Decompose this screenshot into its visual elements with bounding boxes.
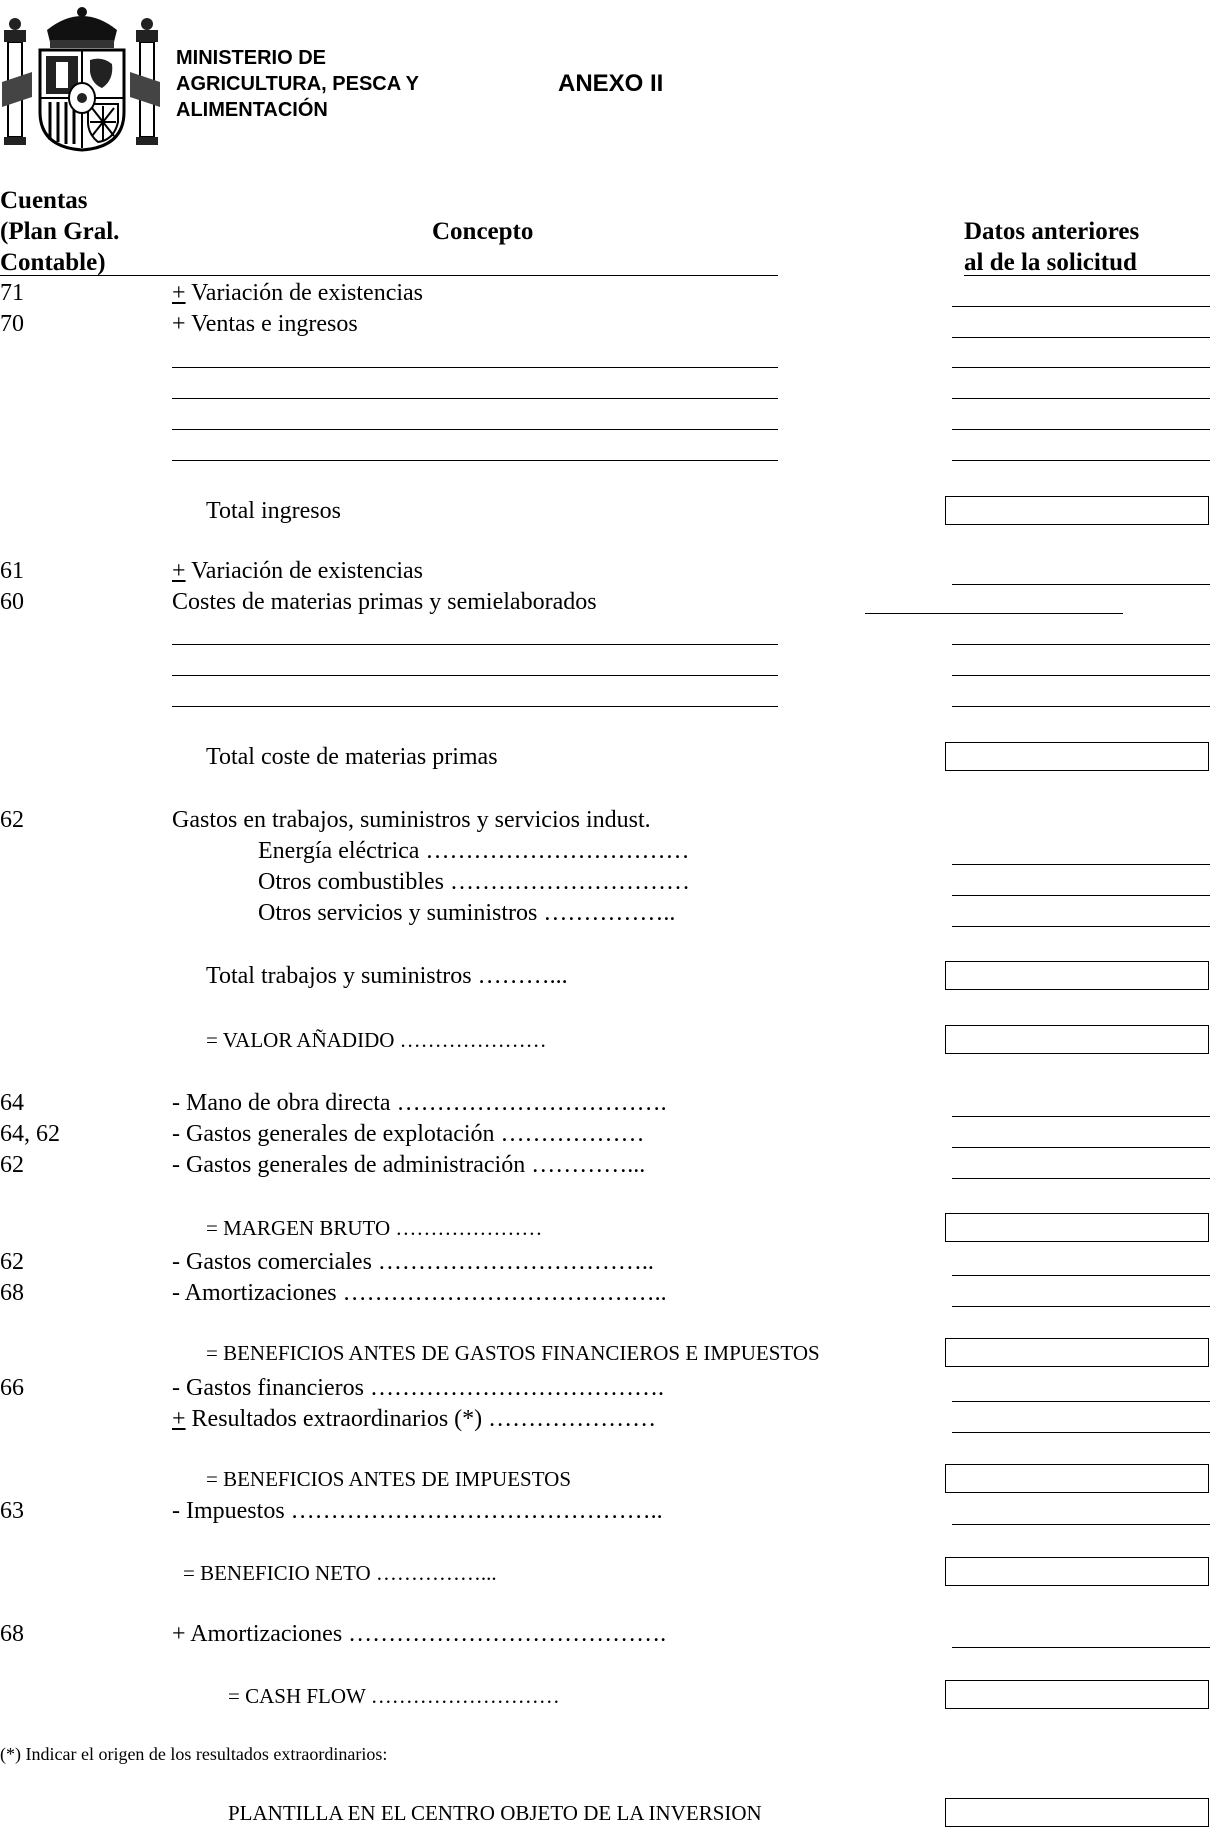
row-62-administracion [0, 1151, 1211, 1182]
row-63 [0, 1497, 1211, 1528]
row-combustibles [0, 868, 1211, 899]
account-code: 61 [0, 558, 24, 584]
answer-line[interactable] [952, 1306, 1210, 1307]
coat-of-arms-icon [2, 2, 162, 152]
concept-text: Resultados extraordinarios (*) ………………… [185, 1406, 657, 1432]
answer-line[interactable] [952, 864, 1210, 865]
blank-concept-line[interactable] [172, 367, 778, 368]
blank-answer-line[interactable] [952, 675, 1210, 676]
account-code: 63 [0, 1498, 24, 1524]
plus-minus-sign: + [172, 280, 186, 306]
footnote: (*) Indicar el origen de los resultados extraordinarios: [0, 1744, 388, 1764]
concept-label [172, 279, 423, 307]
margen-bruto-box[interactable] [945, 1213, 1209, 1242]
blank-answer-line[interactable] [952, 367, 1210, 368]
row-62-comerciales [0, 1248, 1211, 1279]
account-code: 60 [0, 589, 24, 615]
account-code: 71 [0, 280, 24, 306]
previous-header-line-1: Datos anteriores [964, 218, 1140, 245]
concept-text: Variación de existencias [185, 280, 424, 306]
ministry-line-1: MINISTERIO DE [176, 47, 327, 69]
account-code: 62 [0, 807, 24, 833]
concept-label: Otros servicios y suministros …………….. [258, 900, 676, 926]
concept-label: Otros combustibles ………………………… [258, 869, 690, 895]
beneficios-antes-impuestos-label: = BENEFICIOS ANTES DE IMPUESTOS [206, 1467, 571, 1491]
accounts-column-header [0, 185, 119, 278]
concept-label: - Mano de obra directa ……………………………. [172, 1090, 667, 1116]
blank-answer-line[interactable] [952, 644, 1210, 645]
total-ingresos-label: Total ingresos [206, 498, 341, 524]
concept-label [172, 1405, 656, 1433]
row-62-gastos-trabajos [0, 806, 1211, 837]
account-code: 64, 62 [0, 1121, 60, 1147]
row-otros-servicios [0, 899, 1211, 930]
concept-label: - Gastos comerciales …………………………….. [172, 1249, 654, 1275]
beneficio-neto-label: = BENEFICIO NETO ……………... [183, 1561, 497, 1585]
concept-label: Gastos en trabajos, suministros y servicios indust. [172, 807, 651, 833]
materias-primas-line[interactable] [865, 613, 1123, 614]
account-code: 70 [0, 311, 24, 337]
blank-concept-line[interactable] [172, 460, 778, 461]
concept-label: Energía eléctrica …………………………… [258, 838, 690, 864]
previous-header-line-2: al de la solicitud [964, 249, 1137, 276]
concept-label: - Amortizaciones ………………………………….. [172, 1280, 667, 1306]
ministry-name [176, 45, 419, 123]
answer-line[interactable] [952, 306, 1210, 307]
header-rule-right [964, 275, 1210, 276]
concept-column-header: Concepto [432, 218, 534, 245]
row-energia [0, 837, 1211, 868]
row-64-62 [0, 1120, 1211, 1151]
beneficios-antes-impuestos-box[interactable] [945, 1464, 1209, 1493]
annex-title: ANEXO II [558, 70, 664, 97]
ministry-line-3: ALIMENTACIÓN [176, 99, 328, 121]
row-68-amortizaciones-2 [0, 1620, 1211, 1651]
beneficios-antes-gastos-label: = BENEFICIOS ANTES DE GASTOS FINANCIEROS E IMPUESTOS [206, 1341, 820, 1365]
answer-line[interactable] [952, 337, 1210, 338]
row-68-amortizaciones [0, 1279, 1211, 1310]
blank-answer-line[interactable] [952, 429, 1210, 430]
blank-concept-line[interactable] [172, 706, 778, 707]
answer-line[interactable] [952, 1275, 1210, 1276]
concept-label: + Ventas e ingresos [172, 311, 358, 337]
previous-data-column-header [964, 216, 1139, 278]
account-code: 68 [0, 1280, 24, 1306]
header-rule-left [0, 275, 778, 276]
concept-text: Variación de existencias [185, 558, 424, 584]
total-ingresos-box[interactable] [945, 496, 1209, 525]
concept-label: - Gastos generales de explotación ……………… [172, 1121, 645, 1147]
accounts-header-line-1: Cuentas [0, 187, 88, 214]
concept-label: - Impuestos ……………………………………….. [172, 1498, 663, 1524]
plus-minus-sign: + [172, 1406, 186, 1432]
answer-line[interactable] [952, 1116, 1210, 1117]
accounts-header-line-2: (Plan Gral. [0, 218, 120, 245]
beneficios-antes-gastos-box[interactable] [945, 1338, 1209, 1367]
account-code: 68 [0, 1621, 24, 1647]
row-70 [0, 310, 1211, 341]
blank-concept-line[interactable] [172, 429, 778, 430]
total-coste-label: Total coste de materias primas [206, 744, 498, 770]
answer-line[interactable] [952, 1432, 1210, 1433]
cash-flow-label: = CASH FLOW ……………………… [228, 1684, 560, 1708]
account-code: 62 [0, 1152, 24, 1178]
answer-line[interactable] [952, 584, 1210, 585]
row-64 [0, 1089, 1211, 1120]
concept-label: - Gastos financieros ………………………………. [172, 1375, 664, 1401]
valor-anadido-box[interactable] [945, 1025, 1209, 1054]
concept-label: Costes de materias primas y semielaborados [172, 589, 597, 615]
total-coste-box[interactable] [945, 742, 1209, 771]
blank-concept-line[interactable] [172, 398, 778, 399]
blank-concept-line[interactable] [172, 675, 778, 676]
answer-line[interactable] [952, 1147, 1210, 1148]
answer-line[interactable] [952, 926, 1210, 927]
blank-answer-line[interactable] [952, 398, 1210, 399]
blank-answer-line[interactable] [952, 706, 1210, 707]
answer-line[interactable] [952, 1647, 1210, 1648]
row-extraordinarios [0, 1405, 1211, 1436]
plus-minus-sign: + [172, 558, 186, 584]
plantilla-box[interactable] [945, 1798, 1209, 1827]
row-66 [0, 1374, 1211, 1405]
valor-anadido-label: = VALOR AÑADIDO ………………… [206, 1028, 547, 1052]
account-code: 66 [0, 1375, 24, 1401]
concept-label [172, 557, 423, 585]
total-trabajos-label: Total trabajos y suministros ………... [206, 963, 568, 989]
account-code: 64 [0, 1090, 24, 1116]
answer-line[interactable] [952, 1401, 1210, 1402]
row-60 [0, 588, 1211, 619]
beneficio-neto-box[interactable] [945, 1557, 1209, 1586]
plantilla-label: PLANTILLA EN EL CENTRO OBJETO DE LA INVERSION [228, 1801, 762, 1825]
ministry-line-2: AGRICULTURA, PESCA Y [176, 73, 419, 95]
row-71 [0, 279, 1211, 310]
cash-flow-box[interactable] [945, 1680, 1209, 1709]
answer-line[interactable] [952, 1524, 1210, 1525]
concept-label: + Amortizaciones …………………………………. [172, 1621, 667, 1647]
answer-line[interactable] [952, 1178, 1210, 1179]
account-code: 62 [0, 1249, 24, 1275]
margen-bruto-label: = MARGEN BRUTO ………………… [206, 1216, 543, 1240]
answer-line[interactable] [952, 895, 1210, 896]
accounts-header-line-3: Contable) [0, 249, 106, 276]
concept-label: - Gastos generales de administración …………... [172, 1152, 646, 1178]
blank-answer-line[interactable] [952, 460, 1210, 461]
row-61 [0, 557, 1211, 588]
total-trabajos-box[interactable] [945, 961, 1209, 990]
blank-concept-line[interactable] [172, 644, 778, 645]
